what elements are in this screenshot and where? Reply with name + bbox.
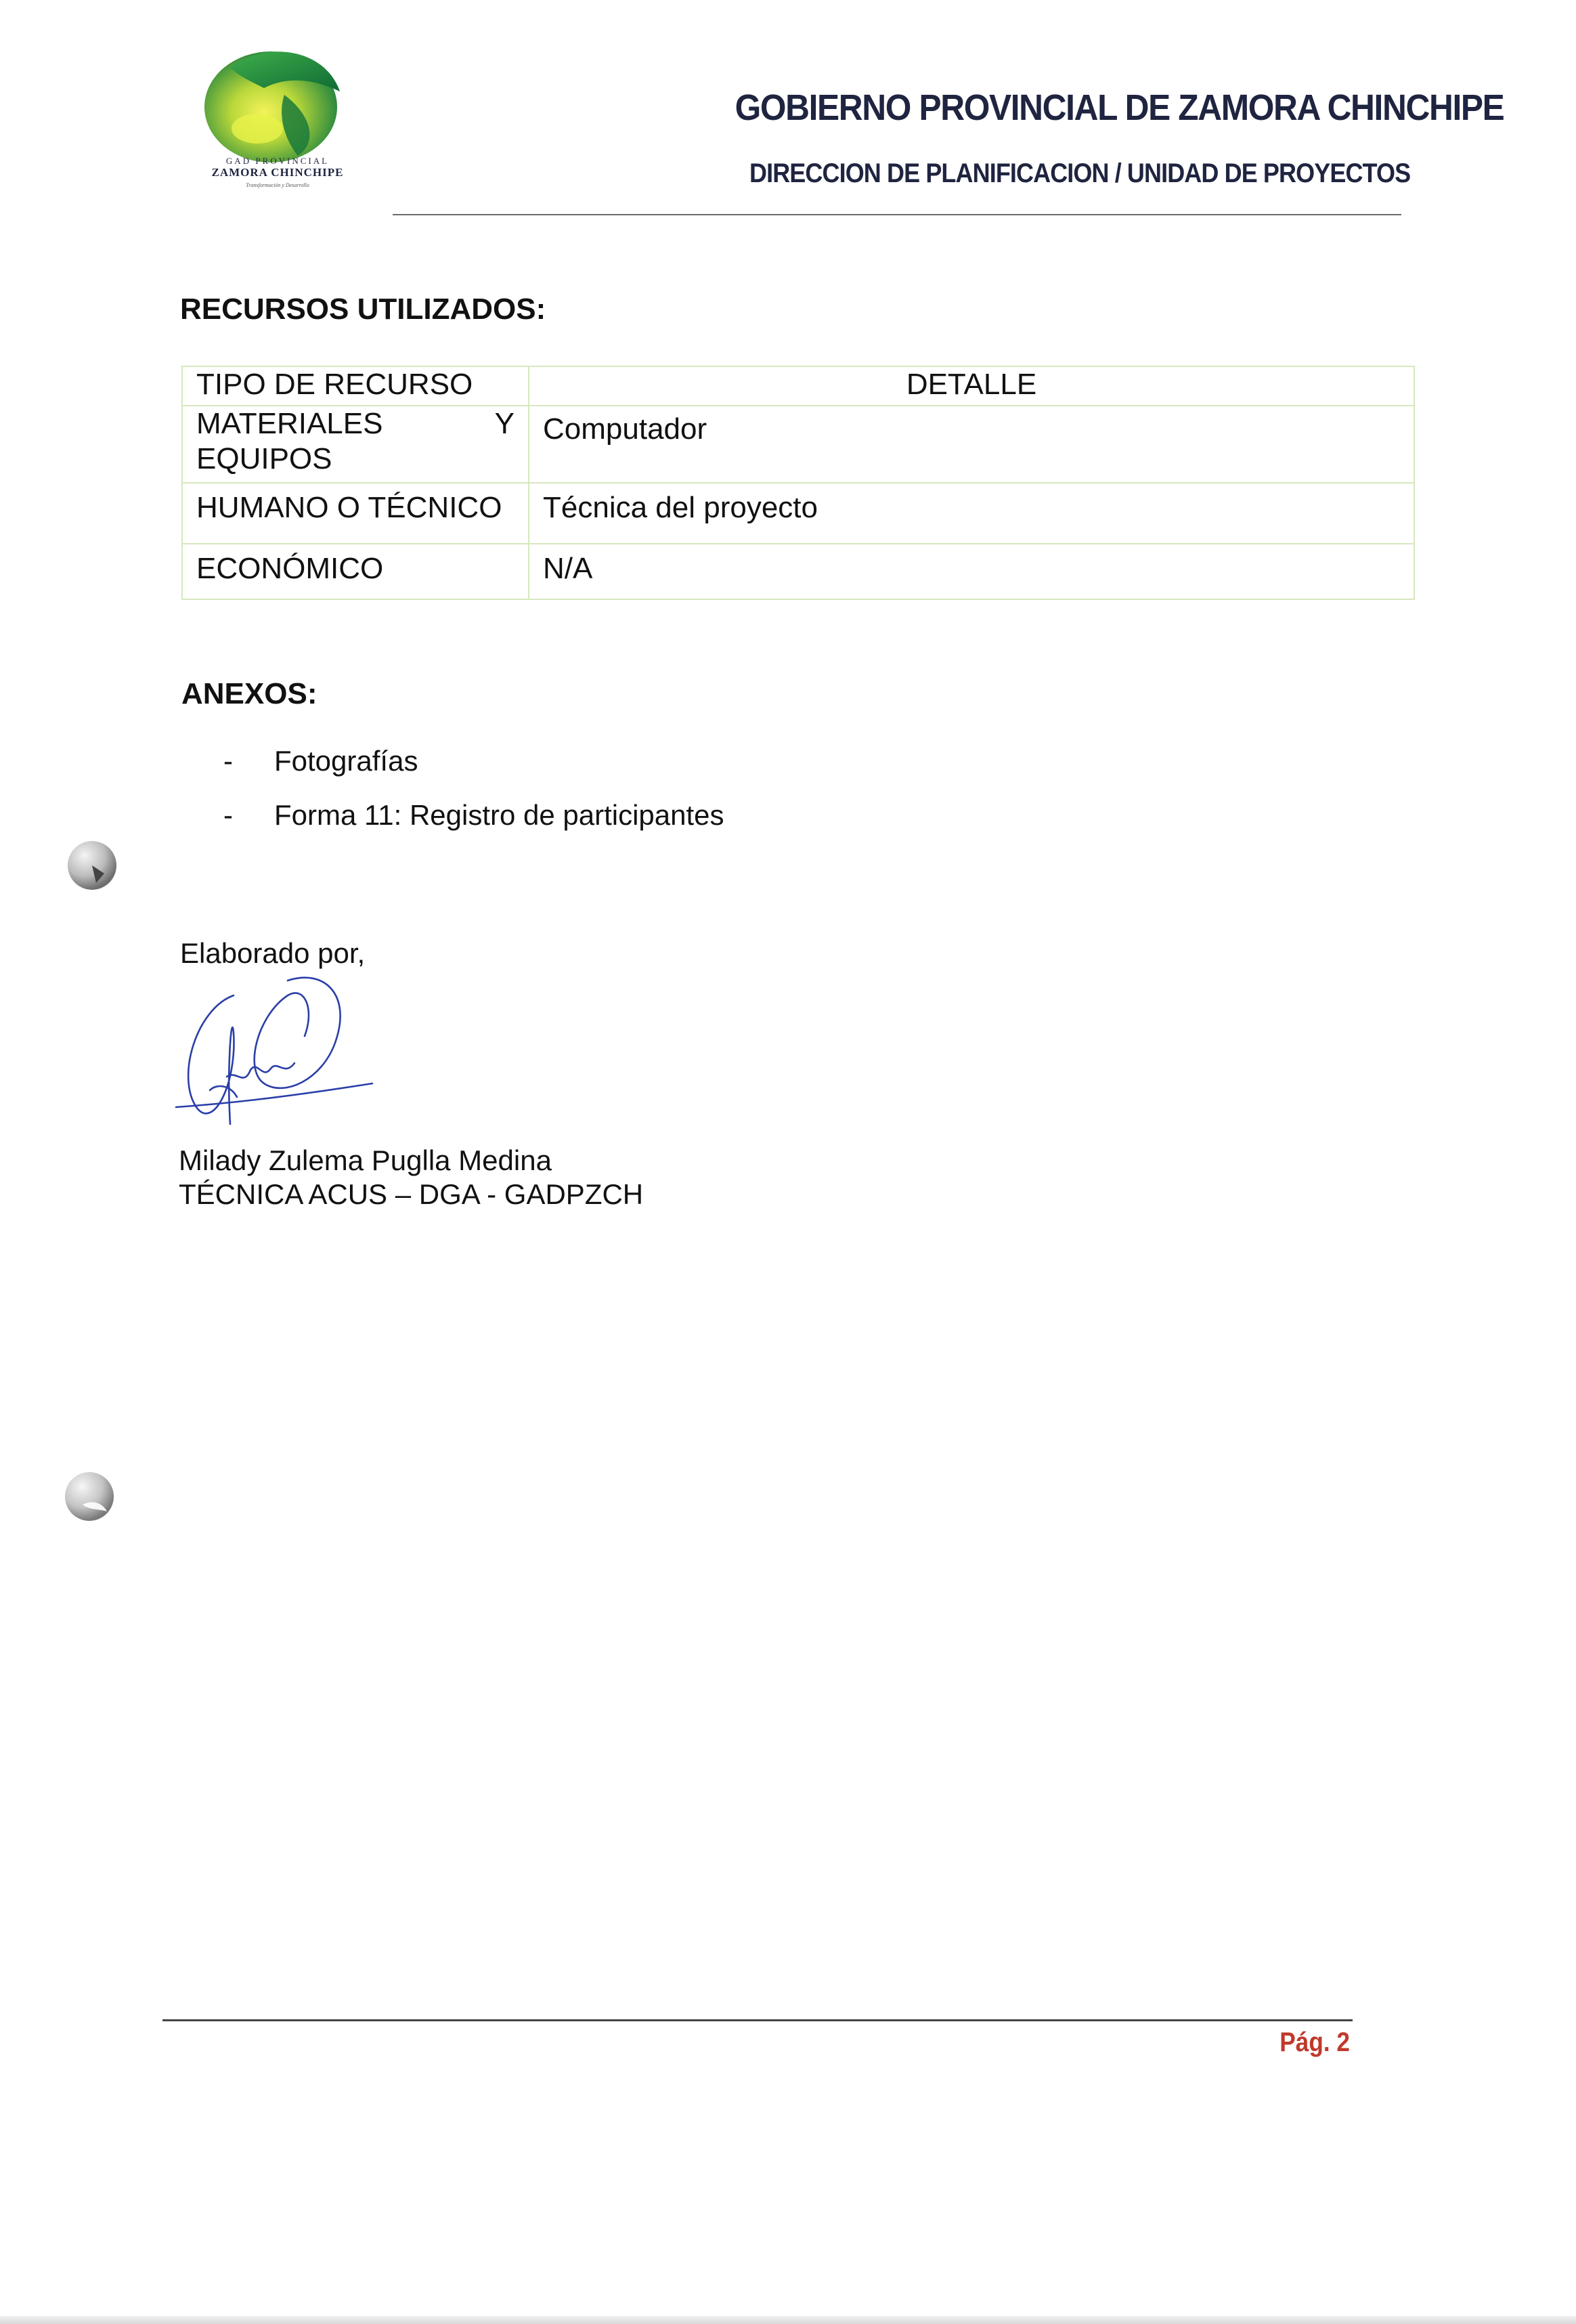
list-item: [223, 745, 724, 799]
cell-detalle: Técnica del proyecto: [529, 483, 1414, 544]
header-divider: [393, 214, 1401, 215]
table-row: [182, 406, 1414, 483]
page-bottom-edge: [0, 2316, 1576, 2324]
anexos-heading: ANEXOS:: [181, 677, 318, 710]
list-bullet: -: [223, 799, 233, 831]
column-header-tipo: TIPO DE RECURSO: [182, 366, 529, 406]
header-title: GOBIERNO PROVINCIAL DE ZAMORA CHINCHIPE: [735, 87, 1504, 128]
list-item-text: Fotografías: [274, 745, 418, 777]
column-header-detalle: DETALLE: [529, 366, 1414, 406]
cell-detalle: Computador: [529, 406, 1414, 483]
table-row: [182, 483, 1414, 544]
logo-line-3: Transformación y Desarrollo: [246, 182, 309, 188]
cell-tipo: HUMANO O TÉCNICO: [182, 483, 529, 544]
header-subtitle: DIRECCION DE PLANIFICACION / UNIDAD DE PROYECTOS: [749, 158, 1411, 188]
handwritten-signature: [169, 968, 386, 1151]
recursos-heading: RECURSOS UTILIZADOS:: [180, 293, 546, 326]
page-number: Pág. 2: [1279, 2027, 1350, 2057]
cell-tipo: ECONÓMICO: [182, 544, 529, 599]
list-item-text: Forma 11: Registro de participantes: [274, 799, 724, 831]
punch-hole-icon: [62, 1469, 116, 1524]
logo-emblem: [183, 27, 372, 223]
elaborado-por: Elaborado por,: [180, 937, 366, 969]
annex-list: [223, 745, 724, 853]
cell-tipo-line2: EQUIPOS: [196, 442, 332, 475]
table-row: [182, 544, 1414, 599]
cell-detalle: N/A: [529, 544, 1414, 599]
punch-hole-icon: [65, 838, 119, 892]
table-header-row: [182, 366, 1414, 406]
cell-tipo-line1: MATERIALES: [196, 407, 383, 440]
logo-line-2: ZAMORA CHINCHIPE: [211, 166, 344, 179]
list-item: [223, 799, 724, 853]
signer-name: Milady Zulema Puglla Medina: [179, 1144, 552, 1176]
list-bullet: -: [223, 745, 233, 777]
logo-line-1: GAD PROVINCIAL: [225, 156, 330, 166]
cell-tipo-conj: Y: [494, 407, 515, 440]
cell-tipo: [182, 406, 529, 483]
signer-role: TÉCNICA ACUS – DGA - GADPZCH: [179, 1178, 644, 1210]
footer-divider: [162, 2019, 1353, 2021]
logo: [183, 27, 372, 223]
resources-table: [181, 366, 1415, 600]
